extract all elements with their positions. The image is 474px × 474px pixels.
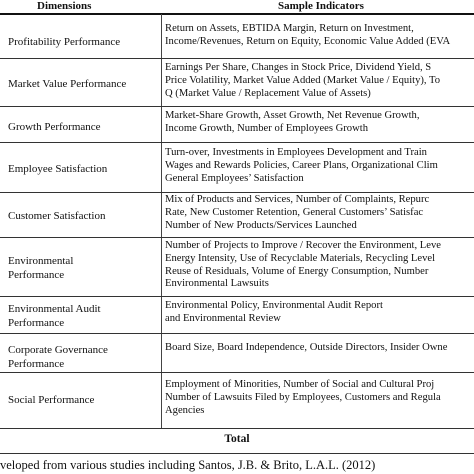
- indicators-cell: [165, 194, 474, 232]
- dimension-cell: Corporate Governance Performance: [8, 344, 108, 370]
- indicators-cell: [165, 62, 474, 100]
- dimension-cell: Customer Satisfaction: [8, 210, 106, 222]
- header-dimensions: Dimensions: [37, 0, 92, 12]
- indicator-line: Rate, New Customer Retention, General Customers’ Satisfac: [165, 206, 424, 218]
- table-row: [0, 297, 474, 333]
- table-row: [0, 14, 474, 58]
- indicators-cell: [165, 240, 474, 291]
- table-row: [0, 193, 474, 237]
- table-row: [0, 334, 474, 372]
- table-row: [0, 238, 474, 296]
- indicator-line: Turn-over, Investments in Employees Development and Train: [165, 147, 427, 158]
- dimension-cell: Environmental Audit Performance: [8, 303, 101, 329]
- table-row: [0, 107, 474, 142]
- indicators-cell: [165, 379, 474, 417]
- table-row: [0, 59, 474, 106]
- total-rule: [0, 453, 474, 454]
- dimension-cell: Employee Satisfaction: [8, 163, 108, 175]
- row-divider: [0, 428, 474, 429]
- indicator-line: Return on Assets, EBTIDA Margin, Return on Investment,: [165, 23, 414, 34]
- indicator-line: Reuse of Residuals, Volume of Energy Consumption, Number: [165, 265, 429, 277]
- indicator-line: Income Growth, Number of Employees Growth: [165, 122, 368, 134]
- indicator-line: Number of Lawsuits Filed by Employees, Customers and Regula: [165, 391, 441, 403]
- indicators-cell: [165, 342, 474, 355]
- indicator-line: Mix of Products and Services, Number of Complaints, Repurc: [165, 194, 430, 205]
- indicator-line: Market-Share Growth, Asset Growth, Net Revenue Growth,: [165, 110, 420, 121]
- indicator-line: Wages and Rewards Policies, Career Plans, Organizational Clim: [165, 159, 438, 171]
- table-row: [0, 373, 474, 428]
- dimension-cell: Growth Performance: [8, 121, 101, 133]
- indicators-cell: [165, 110, 474, 136]
- indicator-line: Price Volatility, Market Value Added (Market Value / Equity), To: [165, 74, 441, 86]
- indicator-line: and Environmental Review: [165, 312, 281, 324]
- dimension-cell: Profitability Performance: [8, 36, 121, 48]
- dimension-cell: Environmental Performance: [8, 255, 74, 281]
- dimension-cell: Social Performance: [8, 394, 95, 406]
- dimension-cell: Market Value Performance: [8, 78, 127, 90]
- indicator-line: Earnings Per Share, Changes in Stock Price, Dividend Yield, S: [165, 62, 432, 73]
- source-note: veloped from various studies including Santos, J.B. & Brito, L.A.L. (2012): [0, 458, 376, 472]
- indicator-line: Income/Revenues, Return on Equity, Economic Value Added (EVA: [165, 35, 451, 47]
- indicator-line: Employment of Minorities, Number of Social and Cultural Proj: [165, 379, 435, 390]
- indicators-cell: [165, 23, 474, 49]
- indicator-line: Environmental Lawsuits: [165, 278, 269, 290]
- indicators-cell: [165, 147, 474, 185]
- table-row: [0, 143, 474, 192]
- indicator-line: Agencies: [165, 404, 205, 416]
- indicator-line: Number of Projects to Improve / Recover the Environment, Leve: [165, 240, 441, 251]
- header-sample-indicators: Sample Indicators: [278, 0, 364, 12]
- indicators-cell: [165, 300, 474, 326]
- indicator-line: Board Size, Board Independence, Outside Directors, Insider Owne: [165, 342, 448, 353]
- total-label: Total: [224, 433, 250, 445]
- indicator-line: Number of New Products/Services Launched: [165, 219, 357, 231]
- indicator-line: General Employees’ Satisfaction: [165, 172, 304, 184]
- indicator-line: Energy Intensity, Use of Recyclable Materials, Recycling Level: [165, 252, 436, 264]
- indicator-line: Environmental Policy, Environmental Audit Report: [165, 300, 383, 311]
- indicator-line: Q (Market Value / Replacement Value of Assets): [165, 87, 371, 99]
